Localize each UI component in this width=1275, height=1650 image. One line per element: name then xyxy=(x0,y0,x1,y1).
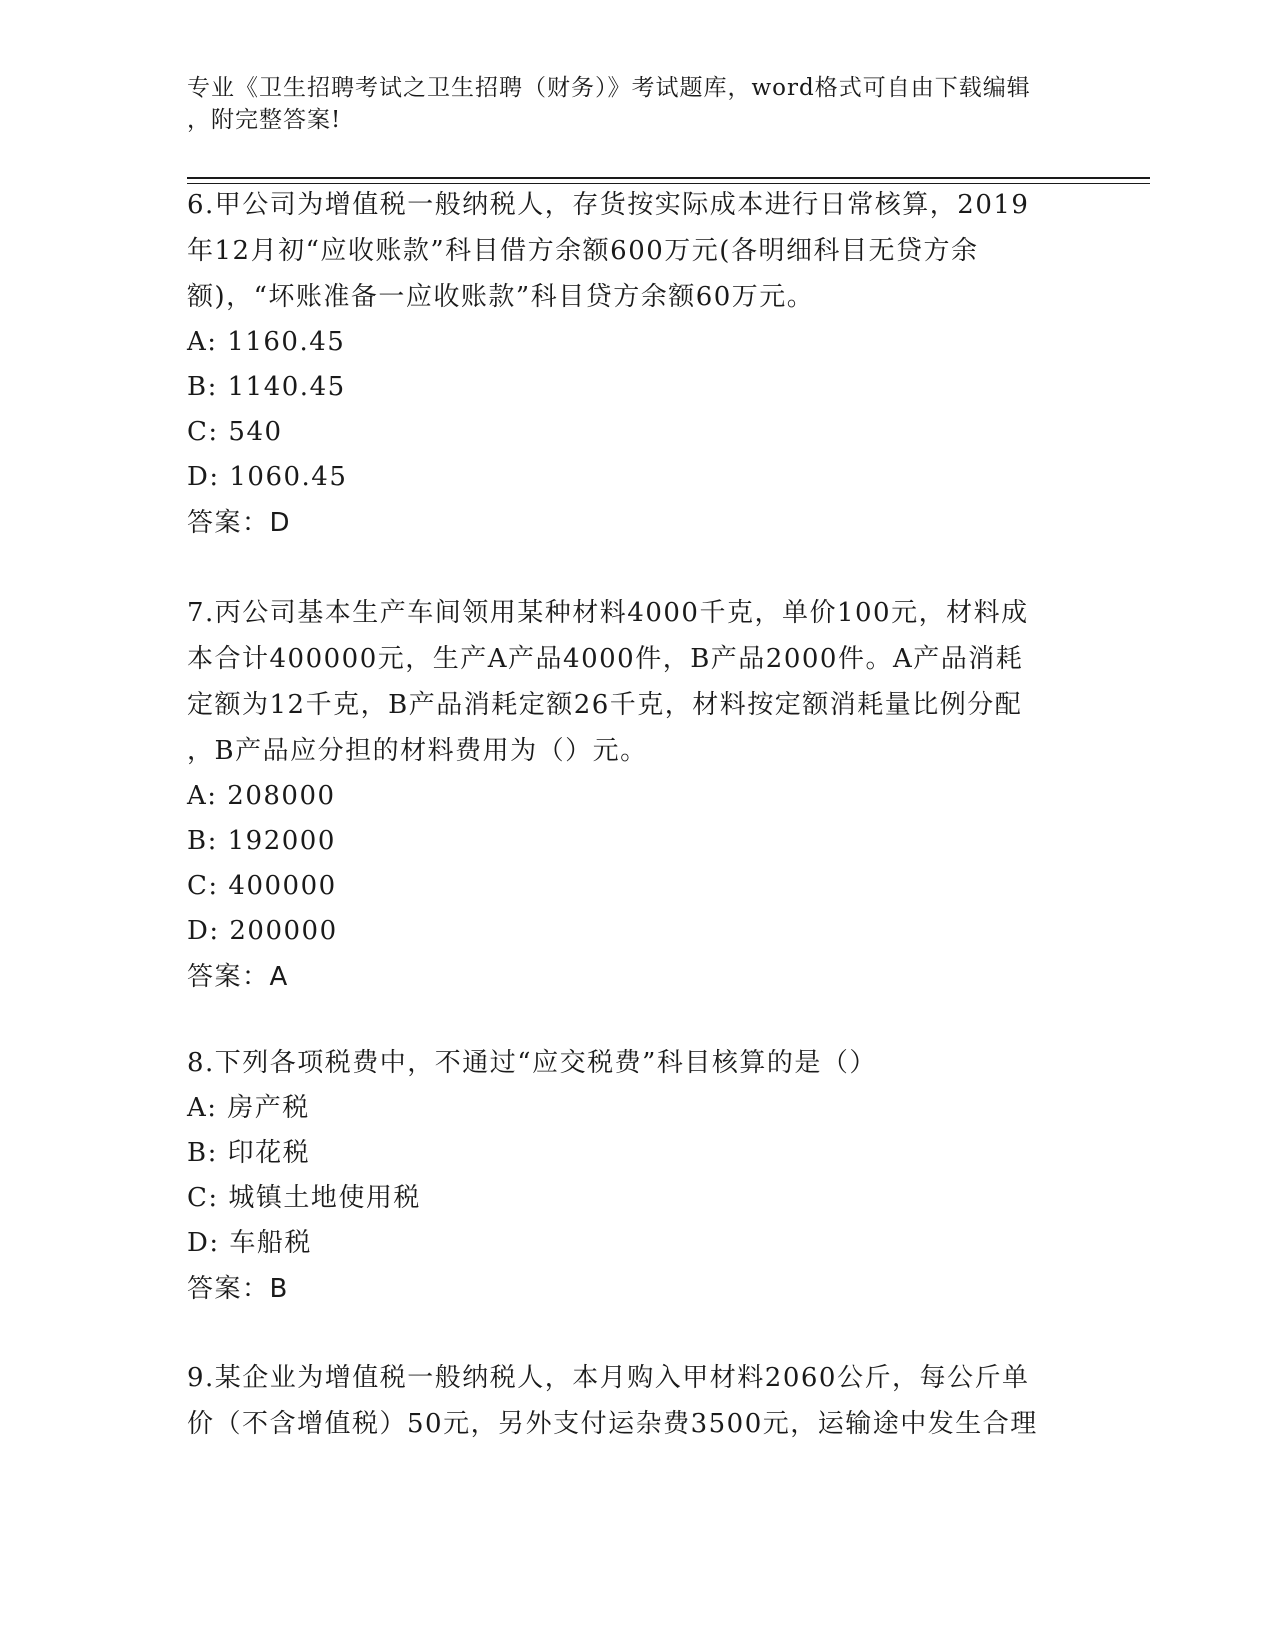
option-a: A: 房产税 xyxy=(187,1093,310,1123)
option-a: A: 1160.45 xyxy=(187,327,346,357)
option-b: B: 1140.45 xyxy=(187,372,346,402)
header-divider-thick xyxy=(187,177,1150,179)
document-header xyxy=(187,72,1077,136)
question-9 xyxy=(187,1355,1087,1447)
question-line: 7.丙公司基本生产车间领用某种材料4000千克，单价100元，材料成 xyxy=(187,598,1029,628)
answer: 答案：B xyxy=(187,1274,289,1304)
question-line: 6.甲公司为增值税一般纳税人，存货按实际成本进行日常核算，2019 xyxy=(187,190,1030,220)
option-d: D: 1060.45 xyxy=(187,462,348,492)
option-b: B: 192000 xyxy=(187,826,336,856)
question-line: 定额为12千克，B产品消耗定额26千克，材料按定额消耗量比例分配 xyxy=(187,690,1023,720)
option-d: D: 200000 xyxy=(187,916,338,946)
question-8 xyxy=(187,1040,1087,1312)
question-line: 年12月初“应收账款”科目借方余额600万元(各明细科目无贷方余 xyxy=(187,236,979,266)
question-line: 9.某企业为增值税一般纳税人，本月购入甲材料2060公斤，每公斤单 xyxy=(187,1363,1030,1393)
option-c: C: 540 xyxy=(187,417,283,447)
question-line: 价（不含增值税）50元，另外支付运杂费3500元，运输途中发生合理 xyxy=(187,1409,1038,1439)
question-line: ，B产品应分担的材料费用为（）元。 xyxy=(187,736,648,766)
header-line-2: ，附完整答案! xyxy=(187,107,342,133)
answer: 答案：D xyxy=(187,508,292,538)
option-b: B: 印花税 xyxy=(187,1138,311,1168)
option-c: C: 400000 xyxy=(187,871,337,901)
question-line: 额)，“坏账准备一应收账款”科目贷方余额60万元。 xyxy=(187,282,815,312)
option-a: A: 208000 xyxy=(187,781,336,811)
option-c: C: 城镇土地使用税 xyxy=(187,1183,421,1213)
question-line: 8.下列各项税费中，不通过“应交税费”科目核算的是（） xyxy=(187,1048,877,1078)
option-d: D: 车船税 xyxy=(187,1228,312,1258)
question-7 xyxy=(187,590,1087,1000)
answer: 答案：A xyxy=(187,962,289,992)
question-line: 本合计400000元，生产A产品4000件，B产品2000件。A产品消耗 xyxy=(187,644,1024,674)
header-line-1: 专业《卫生招聘考试之卫生招聘（财务）》考试题库，word格式可自由下载编辑 xyxy=(187,75,1031,101)
question-6 xyxy=(187,182,1087,546)
